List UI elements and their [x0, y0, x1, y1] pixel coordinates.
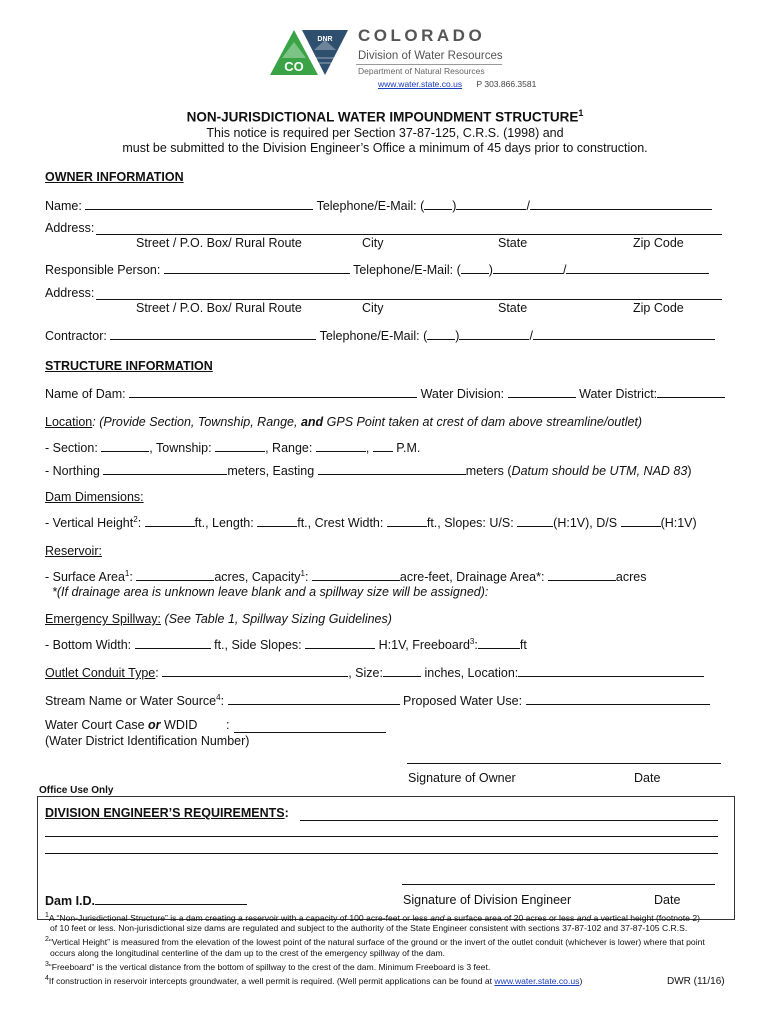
township-field[interactable]: [215, 440, 265, 452]
responsible-email-field[interactable]: [566, 262, 709, 274]
structure-info-heading: STRUCTURE INFORMATION: [45, 359, 213, 373]
vertical-height-row: - Vertical Height$^2$: ft., Length: ft., Crest Width: ft., Slopes: U/S: (H:1V), D/S (H:1V): [45, 515, 697, 531]
header-divider: [356, 64, 502, 65]
reservoir-heading: Reservoir:: [45, 544, 102, 558]
range-field[interactable]: [316, 440, 366, 452]
downstream-slope-field[interactable]: [621, 515, 661, 527]
easting-field[interactable]: [318, 463, 466, 475]
de-requirements-heading: DIVISION ENGINEER’S REQUIREMENTS:: [45, 806, 289, 820]
dam-id-field[interactable]: [95, 893, 247, 905]
form-id: DWR (11/16): [667, 976, 725, 987]
side-slopes-field[interactable]: [305, 637, 375, 649]
bottom-width-field[interactable]: [135, 637, 211, 649]
de-requirements-line-3[interactable]: [45, 853, 718, 854]
de-requirements-line-2[interactable]: [45, 836, 718, 837]
footnote-website-link[interactable]: www.water.state.co.us: [494, 975, 580, 986]
drainage-area-field[interactable]: [548, 569, 616, 581]
owner-phone-field[interactable]: [456, 198, 526, 210]
responsible-city-label: City: [362, 301, 384, 315]
responsible-state-label: State: [498, 301, 528, 315]
phone-number: P 303.866.3581: [476, 79, 537, 89]
northing-field[interactable]: [103, 463, 227, 475]
contractor-phone-field[interactable]: [459, 328, 529, 340]
owner-name-field[interactable]: [85, 198, 313, 210]
division-name: Division of Water Resources: [358, 50, 503, 62]
stream-name-field[interactable]: [228, 693, 400, 705]
bottom-width-row: - Bottom Width: ft., Side Slopes: H:1V, Freeboard$^3$: ft: [45, 637, 527, 653]
office-use-label: Office Use Only: [39, 785, 114, 796]
logo-co-text: CO: [284, 59, 304, 74]
responsible-area-code-field[interactable]: [461, 262, 489, 274]
contractor-area-code-field[interactable]: [427, 328, 455, 340]
owner-street-label: Street / P.O. Box/ Rural Route: [136, 236, 302, 250]
footnote-1: $^1$A “Non-Jurisdictional Structure” is a dam creating a reservoir with a capacity of 100 acre-feet or less and a surface area of 20 acres or less and a vertical height (footnote 2): [45, 912, 700, 923]
form-title: NON-JURISDICTIONAL WATER IMPOUNDMENT STRUCTURE$^1$: [186, 108, 584, 125]
owner-date-label: Date: [634, 771, 661, 785]
footnote-2-cont: occurs along the longitudinal centerline of the dam up to the crest of the emergency spillway of the dam.: [50, 948, 446, 958]
outlet-size-field[interactable]: [383, 665, 421, 677]
department-name: Department of Natural Resources: [358, 66, 485, 76]
pm-field[interactable]: [373, 440, 393, 452]
northing-row: - Northing meters, Easting meters (Datum should be UTM, NAD 83): [45, 464, 692, 478]
section-row: - Section: , Township: , Range: , P.M.: [45, 441, 421, 455]
responsible-person-field[interactable]: [164, 262, 350, 274]
wdid-note: (Water District Identification Number): [45, 734, 250, 748]
section-field[interactable]: [101, 440, 149, 452]
responsible-address-label: Address:: [45, 286, 95, 300]
owner-info-heading: OWNER INFORMATION: [45, 170, 184, 184]
outlet-conduit-row: Outlet Conduit Type: , Size: inches, Location:: [45, 665, 704, 680]
dnr-colorado-logo: [268, 28, 350, 76]
responsible-phone-field[interactable]: [493, 262, 563, 274]
outlet-conduit-type-field[interactable]: [162, 665, 348, 677]
water-district-field[interactable]: [657, 386, 725, 398]
logo-dnr-text: DNR: [317, 36, 333, 43]
signature-owner-label: Signature of Owner: [408, 771, 516, 785]
water-division-field[interactable]: [508, 386, 576, 398]
notice-line-1: This notice is required per Section 37-87-125, C.R.S. (1998) and: [206, 126, 564, 140]
responsible-zip-label: Zip Code: [633, 301, 684, 315]
footnote-3: $^3$“Freeboard” is the vertical distance from the bottom of spillway to the crest of the dam. Minimum Freeboard is 3 feet.: [45, 961, 491, 972]
upstream-slope-field[interactable]: [517, 515, 553, 527]
footnote-2: $^2$“Vertical Height” is measured from the elevation of the lowest point of the natural surface of the ground or the invert of the outlet conduit (whichever is lower) where that point: [45, 936, 705, 947]
de-signature-label: Signature of Division Engineer: [403, 893, 572, 907]
footnote-1-cont: of 10 feet or less. Non-jurisdictional size dams are regulated and subject to the authority of the State Engineer consistent with sections 37-87-102 and 37-87-105 C.R.S.: [50, 923, 688, 933]
responsible-address-field[interactable]: [96, 299, 722, 300]
outlet-location-field[interactable]: [518, 665, 704, 677]
responsible-street-label: Street / P.O. Box/ Rural Route: [136, 301, 302, 315]
water-court-row: Water Court Case or WDID: [45, 718, 198, 732]
owner-zip-label: Zip Code: [633, 236, 684, 250]
dam-dimensions-heading: Dam Dimensions:: [45, 490, 144, 504]
dam-id-row: Dam I.D.: [45, 893, 247, 908]
water-court-field[interactable]: [234, 732, 386, 733]
de-date-label: Date: [654, 893, 681, 907]
surface-area-row: - Surface Area$^1$: acres, Capacity$^1$: acre-feet, Drainage Area*: acres: [45, 569, 647, 585]
website-link[interactable]: www.water.state.co.us: [378, 79, 463, 89]
owner-address-label: Address:: [45, 221, 95, 235]
contractor-field[interactable]: [110, 328, 316, 340]
owner-signature-line[interactable]: [407, 763, 721, 764]
freeboard-field[interactable]: [478, 637, 520, 649]
owner-state-label: State: [498, 236, 528, 250]
owner-address-field[interactable]: [96, 234, 722, 235]
de-requirements-line-1[interactable]: [300, 820, 718, 821]
contractor-email-field[interactable]: [533, 328, 715, 340]
water-court-colon: :: [226, 718, 230, 732]
surface-area-field[interactable]: [136, 569, 214, 581]
crest-width-field[interactable]: [387, 515, 427, 527]
vertical-height-field[interactable]: [145, 515, 195, 527]
de-signature-line[interactable]: [402, 884, 715, 885]
owner-name-row: Name: Telephone/E-Mail: ( ) /: [45, 198, 712, 213]
org-title: COLORADO: [358, 26, 486, 45]
spillway-heading-row: Emergency Spillway: (See Table 1, Spillway Sizing Guidelines): [45, 612, 392, 626]
length-field[interactable]: [257, 515, 297, 527]
contractor-row: Contractor: Telephone/E-Mail: ( ) /: [45, 328, 715, 343]
footnote-4: $^4$If construction in reservoir intercepts groundwater, a well permit is required. (Well permit applications can be found at www.water.state.co.us): [45, 975, 583, 986]
stream-row: Stream Name or Water Source$^4$: Proposed Water Use:: [45, 693, 710, 708]
owner-area-code-field[interactable]: [424, 198, 452, 210]
notice-line-2: must be submitted to the Division Engineer’s Office a minimum of 45 days prior to construction.: [122, 141, 648, 155]
responsible-person-row: Responsible Person: Telephone/E-Mail: ( ) /: [45, 262, 709, 277]
owner-email-field[interactable]: [530, 198, 712, 210]
location-row: Location: (Provide Section, Township, Range, and GPS Point taken at crest of dam above streamline/outlet): [45, 415, 643, 429]
proposed-use-field[interactable]: [526, 693, 710, 705]
drainage-note: *(If drainage area is unknown leave blank and a spillway size will be assigned):: [52, 585, 489, 599]
dam-name-field[interactable]: [129, 386, 417, 398]
owner-city-label: City: [362, 236, 384, 250]
capacity-field[interactable]: [312, 569, 400, 581]
header-contact: [378, 79, 536, 89]
dam-name-row: Name of Dam: Water Division: Water District:: [45, 386, 725, 401]
